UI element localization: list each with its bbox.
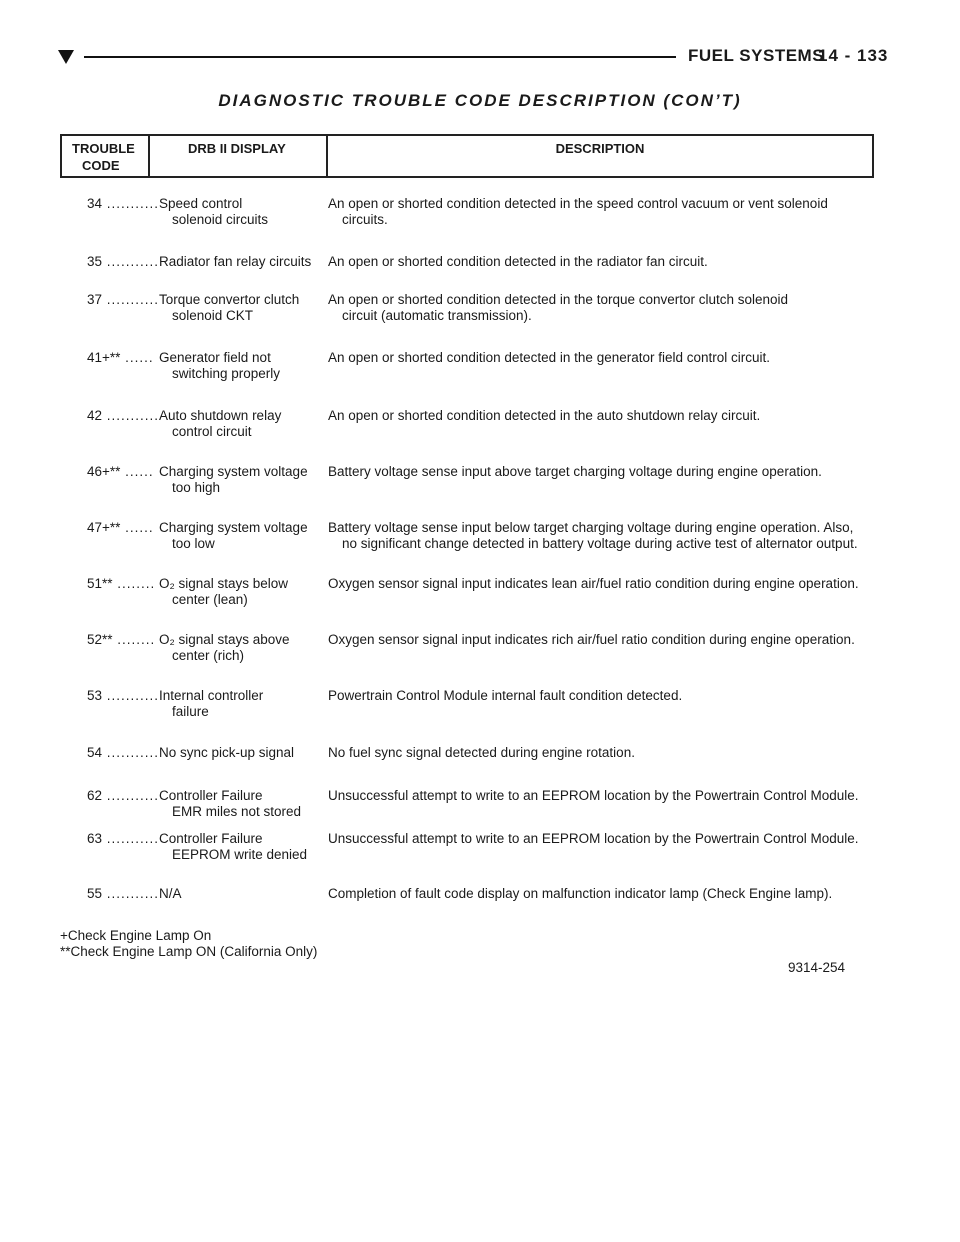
description-line1: Unsuccessful attempt to write to an EEPROM location by the Powertrain Control Module. <box>328 788 859 803</box>
code-value: 62 <box>87 788 103 803</box>
description-line1: Unsuccessful attempt to write to an EEPROM location by the Powertrain Control Module. <box>328 831 859 846</box>
description-line1: Oxygen sensor signal input indicates lean air/fuel ratio condition during engine operation. <box>328 576 859 591</box>
description-line1: Powertrain Control Module internal fault condition detected. <box>328 688 683 703</box>
leader-dots: ........... <box>102 408 160 423</box>
page-number: 14 - 133 <box>818 46 889 65</box>
code-header-line2: CODE <box>82 158 120 173</box>
description-line1: An open or shorted condition detected in the generator field control circuit. <box>328 350 771 365</box>
trouble-code <box>87 632 155 648</box>
leader-dots: ........... <box>102 745 160 760</box>
display-line2: center (lean) <box>172 592 248 607</box>
display-line2: EEPROM write denied <box>172 847 308 862</box>
drb-display <box>159 576 319 608</box>
drb-display <box>159 350 319 382</box>
leader-dots: ........... <box>102 688 160 703</box>
display-line2: EMR miles not stored <box>172 804 302 819</box>
code-value: 63 <box>87 831 103 846</box>
description-line2: no significant change detected in battery voltage during active test of alternator output. <box>342 536 858 551</box>
code-value: 41+** <box>87 350 121 365</box>
figure-number: 9314-254 <box>788 960 846 975</box>
leader-dots: ........... <box>102 886 160 901</box>
description-line1: Completion of fault code display on malfunction indicator lamp (Check Engine lamp). <box>328 886 833 901</box>
description-line1: An open or shorted condition detected in the torque convertor clutch solenoid <box>328 292 789 307</box>
code-value: 46+** <box>87 464 121 479</box>
display-line1: O₂ signal stays above <box>159 632 290 647</box>
description-line1: An open or shorted condition detected in the radiator fan circuit. <box>328 254 708 269</box>
code-value: 54 <box>87 745 103 760</box>
description-line1: Oxygen sensor signal input indicates rich air/fuel ratio condition during engine operation. <box>328 632 855 647</box>
page-title: DIAGNOSTIC TROUBLE CODE DESCRIPTION (CON’T) <box>218 91 742 110</box>
description-column-header: DESCRIPTION <box>326 136 872 176</box>
description-line1: Battery voltage sense input above target charging voltage during engine operation. <box>328 464 822 479</box>
display-line1: O₂ signal stays below <box>159 576 289 591</box>
drb-display <box>159 831 319 863</box>
trouble-code <box>87 408 159 424</box>
drb-display <box>159 292 319 324</box>
description <box>328 576 888 592</box>
drb-display <box>159 464 319 496</box>
description <box>328 464 888 480</box>
drb-display <box>159 788 319 820</box>
drb-display <box>159 196 319 228</box>
description-line1: An open or shorted condition detected in the auto shutdown relay circuit. <box>328 408 761 423</box>
leader-dots: ...... <box>120 350 154 365</box>
leader-dots: ........... <box>102 292 160 307</box>
display-line2: control circuit <box>172 424 252 439</box>
display-line1: Charging system voltage <box>159 464 308 479</box>
display-line2: solenoid CKT <box>172 308 254 323</box>
trouble-code <box>87 254 159 270</box>
description <box>328 254 888 270</box>
code-header-line1: TROUBLE <box>72 141 135 156</box>
code-value: 51** <box>87 576 113 591</box>
display-line1: Controller Failure <box>159 831 263 846</box>
display-line2: switching properly <box>172 366 281 381</box>
trouble-code <box>87 745 159 761</box>
display-line2: too low <box>172 536 215 551</box>
display-line1: Generator field not <box>159 350 271 365</box>
drb-display <box>159 632 319 664</box>
code-value: 42 <box>87 408 103 423</box>
description-line2: circuit (automatic transmission). <box>342 308 532 323</box>
trouble-code <box>87 350 154 366</box>
trouble-code <box>87 831 159 847</box>
description <box>328 788 888 804</box>
leader-dots: ........... <box>102 831 160 846</box>
display-line2: failure <box>172 704 209 719</box>
leader-dots: ........... <box>102 196 160 211</box>
footnotes <box>60 928 317 960</box>
display-line1: Radiator fan relay circuits <box>159 254 312 269</box>
leader-dots: ...... <box>120 520 154 535</box>
description <box>328 831 888 847</box>
code-value: 37 <box>87 292 103 307</box>
description <box>328 408 888 424</box>
display-line1: Auto shutdown relay <box>159 408 282 423</box>
display-line2: center (rich) <box>172 648 245 663</box>
drb-display <box>159 886 319 902</box>
display-line2: too high <box>172 480 221 495</box>
section-title: FUEL SYSTEMS <box>688 46 825 65</box>
display-line1: Speed control <box>159 196 243 211</box>
leader-dots: ........... <box>102 788 160 803</box>
drb-display <box>159 520 319 552</box>
description <box>328 745 888 761</box>
description-line1: An open or shorted condition detected in the speed control vacuum or vent solenoid <box>328 196 828 211</box>
drb-display <box>159 745 319 761</box>
trouble-code <box>87 688 159 704</box>
display-line1: Internal controller <box>159 688 264 703</box>
display-line1: Torque convertor clutch <box>159 292 300 307</box>
trouble-code <box>87 886 159 902</box>
footnote-california: **Check Engine Lamp ON (California Only) <box>60 944 318 959</box>
display-line2: solenoid circuits <box>172 212 269 227</box>
trouble-code <box>87 520 154 536</box>
description <box>328 520 888 552</box>
footnote-check-engine: +Check Engine Lamp On <box>60 928 212 943</box>
display-line1: N/A <box>159 886 182 901</box>
description-line1: No fuel sync signal detected during engine rotation. <box>328 745 635 760</box>
code-value: 47+** <box>87 520 121 535</box>
code-value: 34 <box>87 196 103 211</box>
leader-dots: ...... <box>120 464 154 479</box>
trouble-code <box>87 788 159 804</box>
trouble-code <box>87 292 159 308</box>
trouble-code <box>87 196 159 212</box>
description <box>328 632 888 648</box>
description <box>328 196 888 228</box>
trouble-code <box>87 464 154 480</box>
description <box>328 292 888 324</box>
code-value: 35 <box>87 254 103 269</box>
display-column-header: DRB II DISPLAY <box>148 136 326 176</box>
display-line1: Controller Failure <box>159 788 263 803</box>
drb-display <box>159 688 319 720</box>
leader-dots: ........ <box>112 576 156 591</box>
description-line1: Battery voltage sense input below target charging voltage during engine operation. Also, <box>328 520 854 535</box>
code-value: 55 <box>87 886 103 901</box>
display-line1: Charging system voltage <box>159 520 308 535</box>
trouble-code <box>87 576 155 592</box>
description-line2: circuits. <box>342 212 388 227</box>
code-value: 53 <box>87 688 103 703</box>
description <box>328 688 888 704</box>
drb-display <box>159 254 319 270</box>
display-line1: No sync pick-up signal <box>159 745 295 760</box>
drb-display <box>159 408 319 440</box>
description <box>328 886 888 902</box>
leader-dots: ........ <box>112 632 156 647</box>
description <box>328 350 888 366</box>
leader-dots: ........... <box>102 254 160 269</box>
code-value: 52** <box>87 632 113 647</box>
